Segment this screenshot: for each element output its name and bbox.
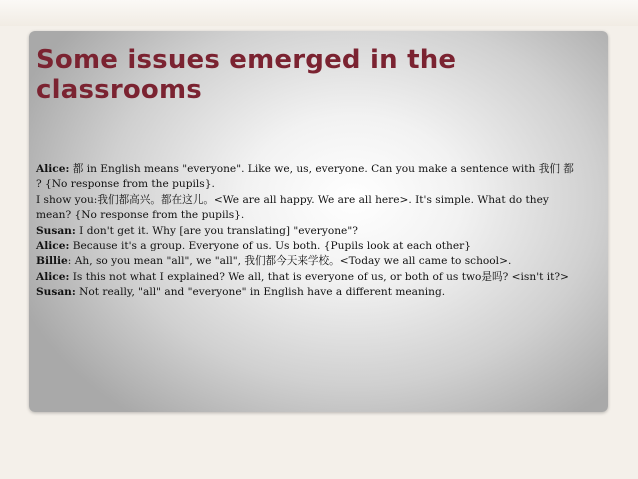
- dialogue-line: [36, 224, 576, 239]
- dialogue-line: [36, 239, 576, 254]
- speaker-label: Susan:: [36, 224, 76, 237]
- speaker-label: Susan:: [36, 286, 76, 299]
- utterance-text: 都 in English means "everyone". Like we, us, everyone. Can you make a sentence with 我们 都 ? {No response from the pupils}.: [36, 163, 574, 191]
- dialogue-transcript: [36, 162, 576, 301]
- speaker-label: Alice:: [36, 270, 70, 283]
- slide-title-line-1: Some issues emerged in the: [36, 45, 457, 75]
- top-strip: [0, 0, 638, 26]
- dialogue-line: [36, 285, 576, 300]
- dialogue-line: [36, 254, 576, 269]
- slide-title-line-2: classrooms: [36, 75, 202, 105]
- dialogue-line: [36, 270, 576, 285]
- slide-panel: [29, 31, 608, 412]
- utterance-text: Is this not what I explained? We all, that is everyone of us, or both of us two是吗? <isn't it?>: [69, 270, 569, 283]
- speaker-label: Alice:: [36, 163, 70, 175]
- utterance-text: : Ah, so you mean "all", we "all", 我们都今天来学校。<Today we all came to school>.: [67, 255, 512, 268]
- dialogue-line: [36, 193, 576, 224]
- dialogue-line: [36, 162, 576, 193]
- speaker-label: Alice:: [36, 240, 70, 253]
- slide-title: [36, 45, 556, 105]
- utterance-text: Because it's a group. Everyone of us. Us both. {Pupils look at each other}: [69, 240, 471, 253]
- utterance-text: Not really, "all" and "everyone" in English have a different meaning.: [75, 286, 446, 299]
- utterance-text: I don't get it. Why [are you translating] "everyone"?: [75, 224, 358, 237]
- utterance-text: I show you:我们都高兴。都在这儿。<We are all happy. We are all here>. It's simple. What do they mean? {No response from the pupils}.: [36, 193, 549, 222]
- speaker-label: Billie: [36, 255, 68, 268]
